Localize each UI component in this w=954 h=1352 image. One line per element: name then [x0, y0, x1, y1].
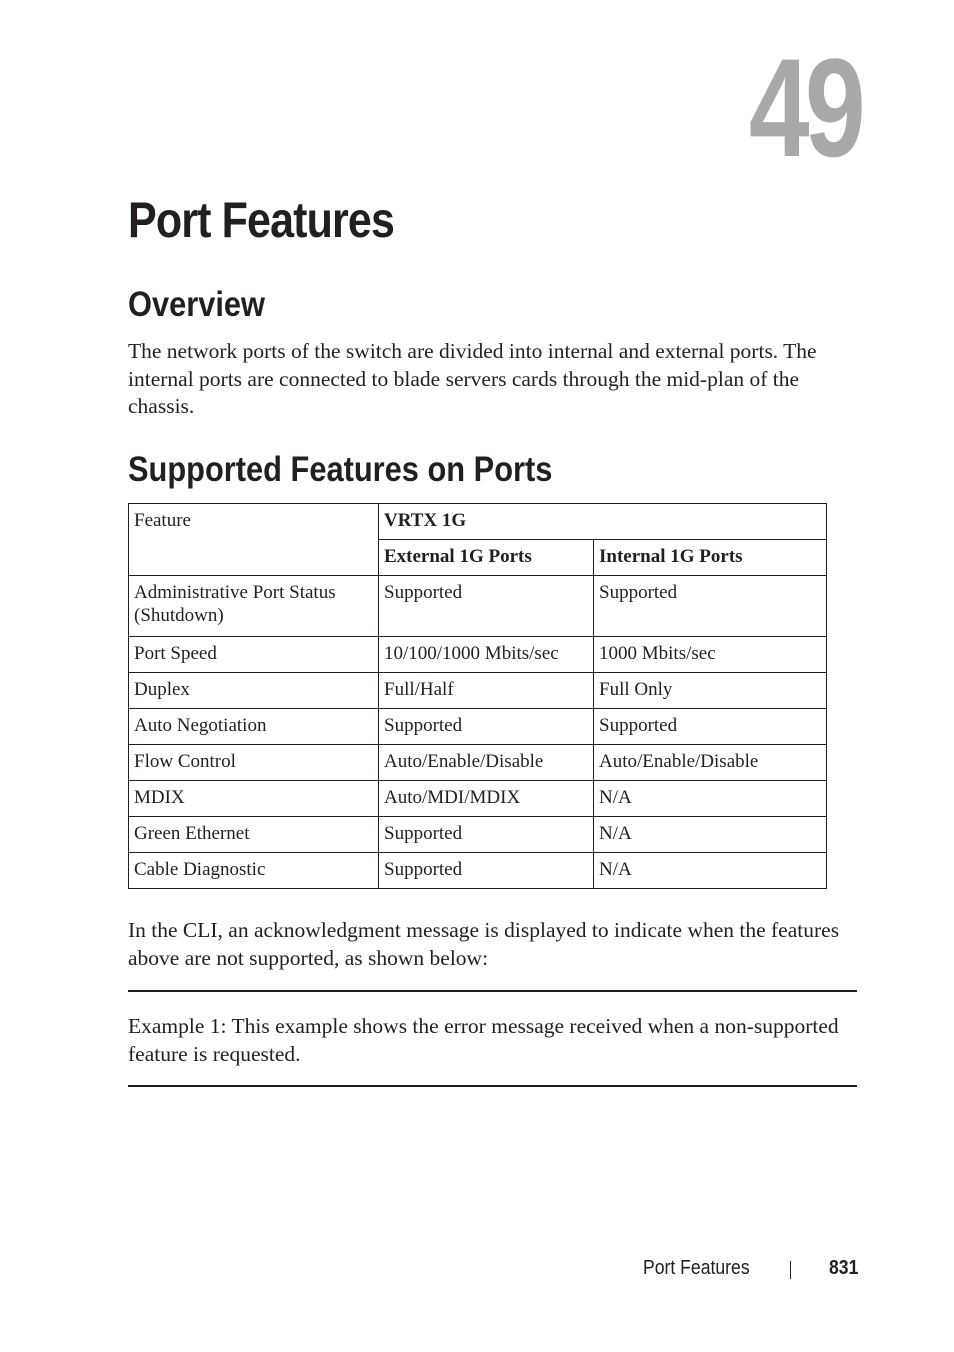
- feature-cell: Auto Negotiation: [129, 709, 379, 745]
- feature-cell: MDIX: [129, 781, 379, 817]
- table-row: [129, 781, 827, 817]
- table-row: [129, 817, 827, 853]
- example-paragraph: Example 1: This example shows the error message received when a non-supported feature is requested.: [128, 1014, 839, 1066]
- table-row: [129, 576, 827, 637]
- page-number: 831: [829, 1257, 859, 1279]
- internal-ports-header: Internal 1G Ports: [594, 540, 827, 576]
- external-cell: Supported: [379, 817, 594, 853]
- feature-column-header: Feature: [129, 504, 379, 576]
- external-ports-header: External 1G Ports: [379, 540, 594, 576]
- table-row: [129, 637, 827, 673]
- vrtx-group-header: VRTX 1G: [379, 504, 827, 540]
- supported-features-heading: Supported Features on Ports: [128, 450, 553, 489]
- cli-note-paragraph: In the CLI, an acknowledgment message is displayed to indicate when the features above are not supported, as shown below:: [128, 918, 840, 970]
- feature-cell: Administrative Port Status (Shutdown): [129, 576, 379, 637]
- footer-divider: [790, 1261, 791, 1279]
- supported-features-table: [128, 503, 827, 889]
- internal-cell: Supported: [594, 576, 827, 637]
- overview-heading: Overview: [128, 285, 265, 324]
- feature-cell: Green Ethernet: [129, 817, 379, 853]
- feature-cell: Flow Control: [129, 745, 379, 781]
- table-header-row: [129, 504, 827, 540]
- feature-cell: Cable Diagnostic: [129, 853, 379, 889]
- external-cell: Supported: [379, 709, 594, 745]
- example-top-rule: [128, 990, 857, 992]
- overview-paragraph: The network ports of the switch are divided into internal and external ports. The internal ports are connected to blade servers cards through the mid-plan of the chassis.: [128, 339, 817, 418]
- feature-cell: Duplex: [129, 673, 379, 709]
- internal-cell: 1000 Mbits/sec: [594, 637, 827, 673]
- internal-cell: Full Only: [594, 673, 827, 709]
- chapter-title: Port Features: [128, 192, 395, 248]
- footer-title: Port Features: [643, 1257, 750, 1279]
- internal-cell: N/A: [594, 817, 827, 853]
- internal-cell: Auto/Enable/Disable: [594, 745, 827, 781]
- external-cell: Auto/Enable/Disable: [379, 745, 594, 781]
- internal-cell: Supported: [594, 709, 827, 745]
- example-bottom-rule: [128, 1085, 857, 1087]
- table-row: [129, 709, 827, 745]
- table-row: [129, 673, 827, 709]
- feature-cell: Port Speed: [129, 637, 379, 673]
- table-row: [129, 745, 827, 781]
- internal-cell: N/A: [594, 781, 827, 817]
- external-cell: Supported: [379, 853, 594, 889]
- external-cell: Full/Half: [379, 673, 594, 709]
- external-cell: Auto/MDI/MDIX: [379, 781, 594, 817]
- internal-cell: N/A: [594, 853, 827, 889]
- external-cell: Supported: [379, 576, 594, 637]
- table-row: [129, 853, 827, 889]
- external-cell: 10/100/1000 Mbits/sec: [379, 637, 594, 673]
- page-footer: [0, 1255, 954, 1285]
- chapter-number: 49: [748, 29, 861, 186]
